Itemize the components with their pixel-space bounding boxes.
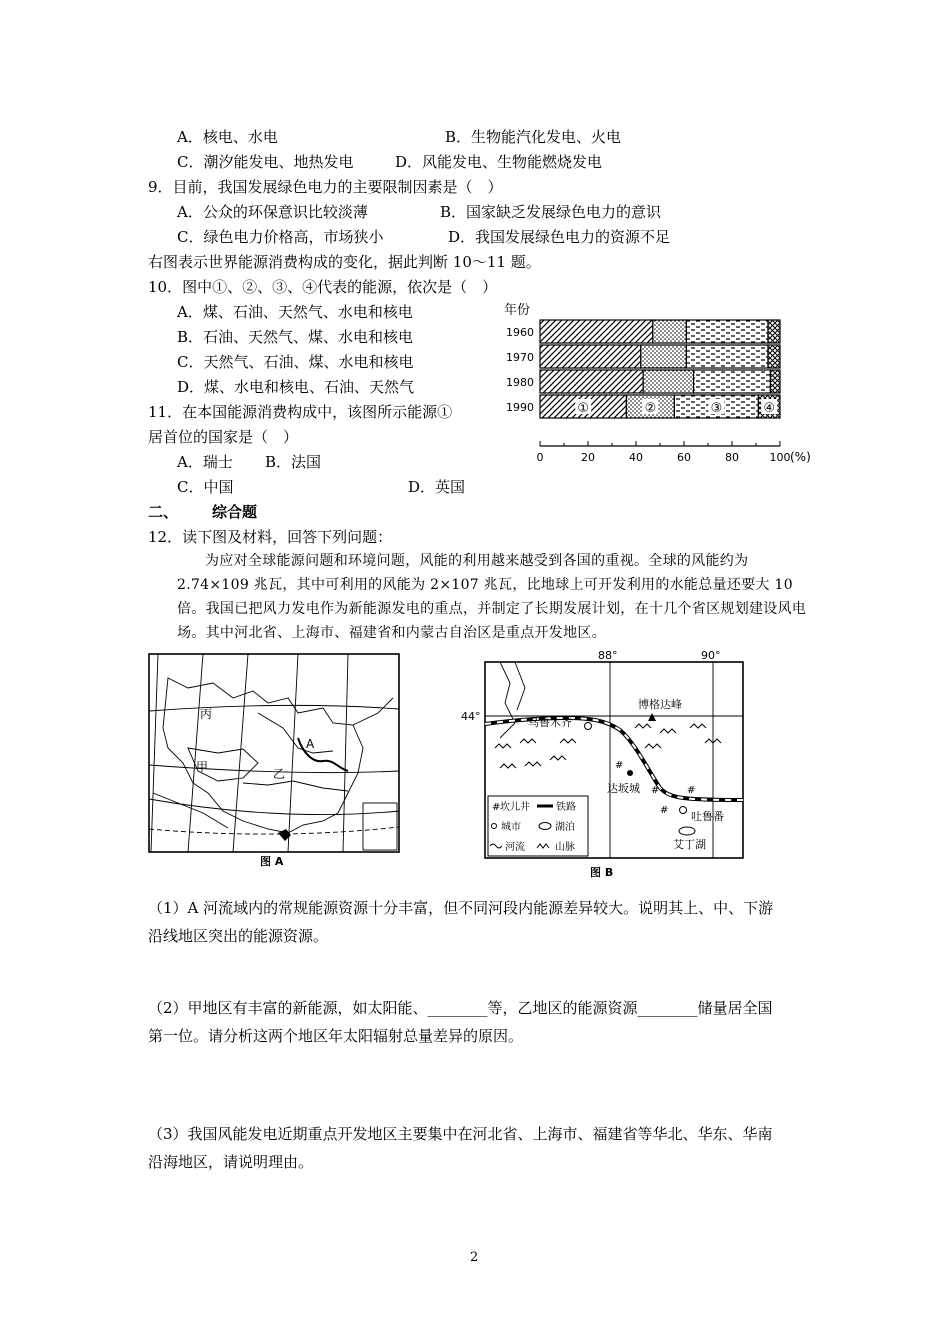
chart-xlabel: (%) bbox=[790, 450, 811, 464]
svg-text:#: # bbox=[492, 802, 501, 813]
q10-option-a: A．煤、石油、天然气、水电和核电 bbox=[177, 303, 413, 321]
chart-x-tick-label: 0 bbox=[536, 451, 544, 464]
q11-option-b: B．法国 bbox=[265, 453, 322, 471]
map-b-aiding: 艾丁湖 bbox=[673, 838, 706, 851]
q12-sub1-line2: 沿线地区突出的能源资源。 bbox=[148, 927, 329, 945]
chart-bar-segment bbox=[540, 345, 641, 368]
svg-text:#: # bbox=[651, 785, 660, 796]
energy-chart bbox=[500, 298, 820, 470]
map-a-label-a: A bbox=[306, 737, 315, 751]
intro-10-11: 右图表示世界能源消费构成的变化，据此判断 10～11 题。 bbox=[148, 253, 541, 271]
q12-stem: 12．读下图及材料，回答下列问题： bbox=[148, 528, 393, 546]
chart-series-label: ① bbox=[577, 401, 590, 416]
chart-x-tick-label: 20 bbox=[581, 451, 595, 464]
q10-stem: 10．图中①、②、③、④代表的能源，依次是（ ） bbox=[148, 278, 498, 296]
q12-material: 为应对全球能源问题和环境问题，风能的利用越来越受到各国的重视。全球的风能约为2.74×109 兆瓦，其中可利用的风能为 2×107 兆瓦，比地球上可开发利用的水能总量还要大 10 倍。我国已把风力发电作为新能源发电的重点，并制定了长期发展计划，在十几个省区规划建设风电场。其中河北省、上海市、福建省和内蒙古自治区是重点开发地区。 bbox=[177, 553, 807, 641]
q8-option-d: D．风能发电、生物能燃烧发电 bbox=[395, 153, 603, 171]
chart-bar-segment bbox=[641, 345, 687, 368]
map-a-label-bing: 丙 bbox=[200, 707, 213, 721]
chart-series-label: ② bbox=[644, 401, 657, 416]
chart-bar-segment bbox=[770, 370, 780, 393]
q9-option-a: A．公众的环保意识比较淡薄 bbox=[177, 203, 368, 221]
q11-option-c: C．中国 bbox=[177, 478, 234, 496]
q10-option-d: D．煤、水电和核电、石油、天然气 bbox=[177, 378, 415, 396]
q9-option-d: D．我国发展绿色电力的资源不足 bbox=[448, 228, 671, 246]
q11-stem-line1: 11．在本国能源消费构成中，该图所示能源① bbox=[148, 403, 453, 421]
q9-option-b: B．国家缺乏发展绿色电力的意识 bbox=[440, 203, 662, 221]
chart-bar-segment bbox=[694, 370, 771, 393]
legend-city: 城市 bbox=[501, 822, 521, 833]
legend-karez: 坎儿井 bbox=[500, 802, 530, 813]
chart-bar-segment bbox=[686, 345, 768, 368]
chart-bar-segment bbox=[768, 320, 780, 343]
page-number: 2 bbox=[470, 1250, 479, 1265]
legend-rail: 铁路 bbox=[556, 802, 576, 813]
q12-sub2-line2: 第一位。请分析这两个地区年太阳辐射总量差异的原因。 bbox=[148, 1027, 524, 1045]
chart-bar-segment bbox=[540, 320, 653, 343]
chart-ylabel: 年份 bbox=[504, 303, 531, 318]
map-b-lon88: 88° bbox=[598, 649, 618, 662]
chart-series-label: ④ bbox=[763, 401, 776, 416]
section-title: 综合题 bbox=[212, 503, 258, 521]
q9-stem: 9．目前，我国发展绿色电力的主要限制因素是（ ） bbox=[148, 178, 503, 196]
chart-x-tick-label: 100 bbox=[769, 451, 791, 464]
map-b-peak: 博格达峰 bbox=[638, 698, 682, 711]
q11-option-a: A．瑞士 bbox=[177, 453, 233, 471]
chart-x-tick-label: 80 bbox=[725, 451, 739, 464]
map-a bbox=[148, 653, 403, 868]
q11-option-d: D．英国 bbox=[408, 478, 466, 496]
chart-x-tick-label: 60 bbox=[677, 451, 691, 464]
map-a-label-jia: 甲 bbox=[196, 760, 209, 774]
map-b bbox=[455, 648, 755, 883]
map-b-dabancheng: 达坂城 bbox=[607, 782, 640, 795]
map-b-lon90: 90° bbox=[701, 649, 721, 662]
chart-category-label: 1980 bbox=[506, 376, 534, 389]
map-b-lat44: 44° bbox=[461, 710, 481, 723]
section-number: 二、 bbox=[148, 503, 179, 521]
legend-lake: 湖泊 bbox=[555, 822, 575, 833]
chart-x-tick-label: 40 bbox=[629, 451, 643, 464]
q12-sub3-line2: 沿海地区，请说明理由。 bbox=[148, 1153, 314, 1171]
q12-sub1-line1: （1）A 河流域内的常规能源资源十分丰富，但不同河段内能源差异较大。说明其上、中、下游 bbox=[148, 899, 774, 917]
chart-bar-segment bbox=[643, 370, 693, 393]
chart-category-label: 1970 bbox=[506, 351, 534, 364]
q8-option-a: A．核电、水电 bbox=[177, 128, 278, 146]
map-b-urumqi: 乌鲁木齐 bbox=[528, 716, 572, 729]
legend-river: 河流 bbox=[505, 842, 525, 853]
svg-text:#: # bbox=[615, 760, 624, 771]
q9-option-c: C．绿色电力价格高，市场狭小 bbox=[177, 228, 384, 246]
chart-bar-segment bbox=[686, 320, 768, 343]
chart-bar-segment bbox=[540, 370, 643, 393]
q12-sub2-line1: （2）甲地区有丰富的新能源，如太阳能、________等，乙地区的能源资源________储量居全国 bbox=[148, 999, 773, 1017]
q11-stem-line2: 居首位的国家是（ ） bbox=[148, 428, 299, 446]
chart-bar-segment bbox=[768, 345, 780, 368]
q10-option-c: C．天然气、石油、煤、水电和核电 bbox=[177, 353, 414, 371]
q8-option-b: B．生物能汽化发电、火电 bbox=[445, 128, 622, 146]
svg-text:#: # bbox=[687, 785, 696, 796]
map-b-caption: 图 B bbox=[590, 866, 614, 879]
legend-mountain: 山脉 bbox=[555, 842, 575, 853]
chart-series-label: ③ bbox=[710, 401, 723, 416]
svg-text:#: # bbox=[660, 805, 669, 816]
chart-bar-segment bbox=[653, 320, 687, 343]
map-a-caption: 图 A bbox=[260, 855, 284, 868]
map-a-label-yi: 乙 bbox=[273, 767, 286, 781]
map-b-turpan: 吐鲁番 bbox=[691, 810, 724, 823]
q8-option-c: C．潮汐能发电、地热发电 bbox=[177, 153, 354, 171]
chart-category-label: 1960 bbox=[506, 326, 534, 339]
q10-option-b: B．石油、天然气、煤、水电和核电 bbox=[177, 328, 414, 346]
chart-category-label: 1990 bbox=[506, 401, 534, 414]
q12-sub3-line1: （3）我国风能发电近期重点开发地区主要集中在河北省、上海市、福建省等华北、华东、华南 bbox=[148, 1125, 773, 1143]
